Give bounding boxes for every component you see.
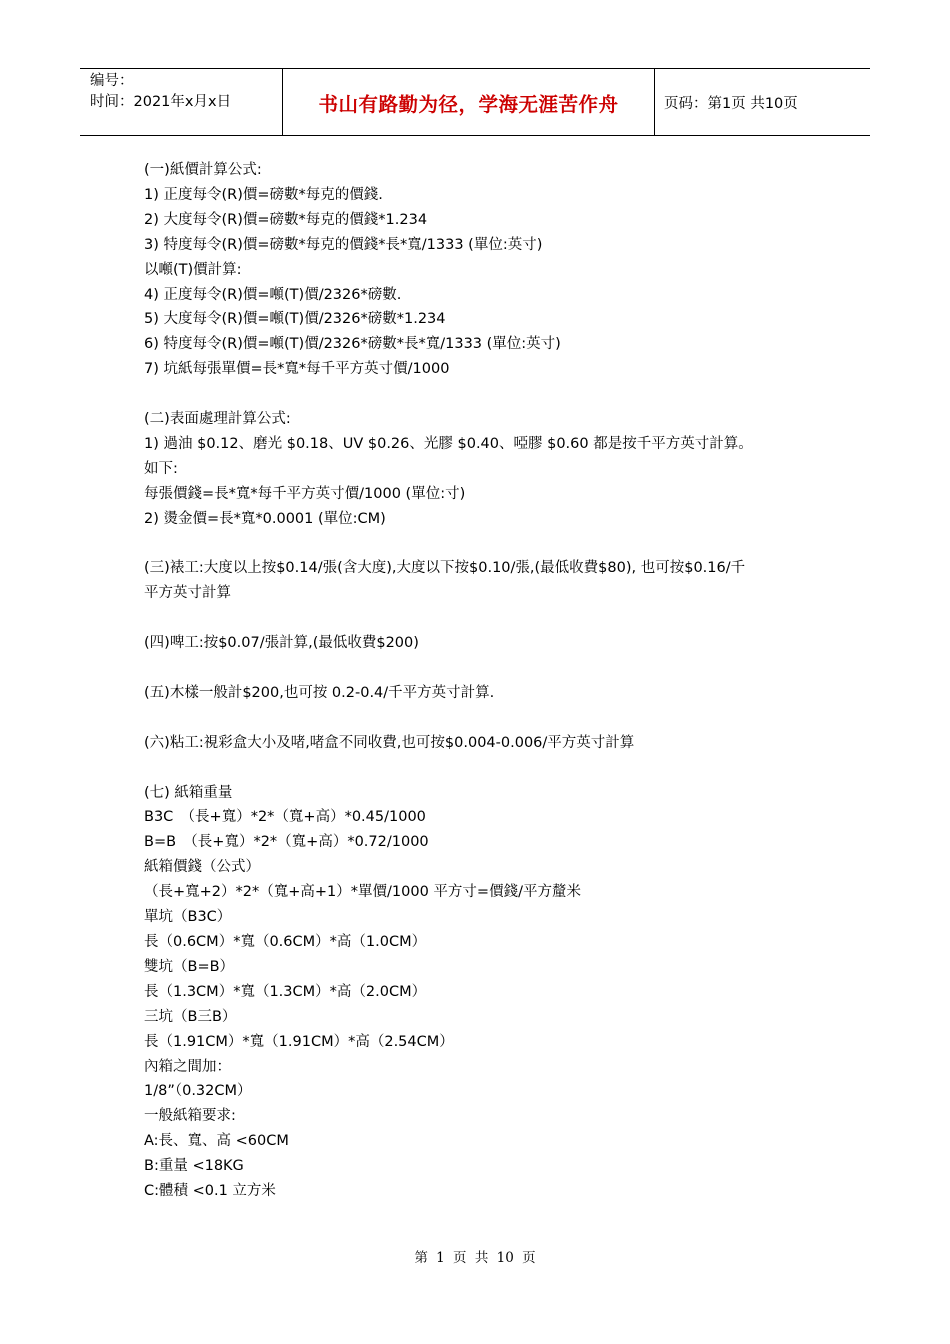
- text-line: 6) 特度每令(R)價=噸(T)價/2326*磅數*長*寬/1333 (單位:英寸): [144, 336, 561, 353]
- blank-line: [144, 706, 834, 731]
- text-line: (七) 紙箱重量: [144, 784, 233, 801]
- text-line: B3C （長+寬）*2*（寬+高）*0.45/1000: [144, 809, 426, 826]
- text-line: 1) 過油 $0.12、磨光 $0.18、UV $0.26、光膠 $0.40、啞膠 $0.60 都是按千平方英寸計算。: [144, 435, 753, 452]
- page-header: [80, 68, 870, 136]
- text-line: 內箱之間加：: [144, 1058, 231, 1075]
- text-line: （長+寬+2）*2*（寬+高+1）*單價/1000 平方寸=價錢/平方釐米: [144, 884, 581, 901]
- document-body: [144, 158, 834, 1204]
- text-line: B:重量 <18KG: [144, 1158, 244, 1175]
- text-line: B=B （長+寬）*2*（寬+高）*0.72/1000: [144, 834, 429, 851]
- text-line: 雙坑（B=B）: [144, 958, 235, 975]
- text-line: C:體積 <0.1 立方米: [144, 1183, 276, 1200]
- header-motto: 书山有路勤为径，学海无涯苦作舟: [318, 92, 619, 116]
- text-line: 4) 正度每令(R)價=噸(T)價/2326*磅數.: [144, 286, 402, 303]
- header-left-cell: [90, 71, 280, 113]
- text-line: 一般紙箱要求:: [144, 1108, 236, 1125]
- blank-line: [144, 756, 834, 781]
- blank-line: [144, 532, 834, 557]
- text-line: 長（1.3CM）*寬（1.3CM）*高（2.0CM）: [144, 983, 427, 1000]
- text-line: 長（0.6CM）*寬（0.6CM）*高（1.0CM）: [144, 934, 427, 950]
- text-line: 3) 特度每令(R)價=磅數*每克的價錢*長*寬/1333 (單位:英寸): [144, 236, 543, 253]
- text-line: 長（1.91CM）*寬（1.91CM）*高（2.54CM）: [144, 1033, 454, 1050]
- document-number-label: 编号：: [90, 73, 134, 89]
- text-line: 1) 正度每令(R)價=磅數*每克的價錢.: [144, 186, 383, 203]
- text-line: 2) 燙金價=長*寬*0.0001 (單位:CM): [144, 510, 386, 527]
- text-line: (二)表面處理計算公式:: [144, 411, 291, 428]
- text-line: 三坑（B三B）: [144, 1008, 237, 1025]
- document-date: 时间：2021年x月x日: [90, 94, 232, 110]
- text-line: 5) 大度每令(R)價=噸(T)價/2326*磅數*1.234: [144, 311, 446, 328]
- text-line: (五)木樣一般計$200,也可按 0.2-0.4/千平方英寸計算.: [144, 684, 495, 701]
- text-line: 紙箱價錢（公式）: [144, 859, 260, 876]
- text-line: 1/8”（0.32CM）: [144, 1083, 252, 1100]
- text-line: A:長、寬、高 <60CM: [144, 1133, 289, 1150]
- text-line: 如下:: [144, 460, 178, 477]
- text-line: 2) 大度每令(R)價=磅數*每克的價錢*1.234: [144, 211, 428, 228]
- blank-line: [144, 606, 834, 631]
- text-line: (一)紙價計算公式:: [144, 162, 262, 178]
- text-line: (四)啤工:按$0.07/張計算,(最低收費$200): [144, 635, 419, 652]
- header-page-info: 页码：第1页 共10页: [664, 96, 798, 112]
- text-line: 7) 坑紙每張單價=長*寬*每千平方英寸價/1000: [144, 361, 450, 378]
- text-line: (六)粘工:視彩盒大小及啫,啫盒不同收費,也可按$0.004-0.006/平方英寸計算: [144, 734, 635, 751]
- page-footer: 第 1 页 共 10 页: [414, 1250, 536, 1266]
- text-line: (三)裱工:大度以上按$0.14/張(含大度),大度以下按$0.10/張,(最低收費$80), 也可按$0.16/千: [144, 560, 746, 577]
- text-line: 單坑（B3C）: [144, 909, 232, 926]
- text-line: 以噸(T)價計算:: [144, 261, 242, 278]
- blank-line: [144, 656, 834, 681]
- text-line: 平方英寸計算: [144, 585, 231, 602]
- header-divider: [654, 69, 655, 135]
- text-line: 每張價錢=長*寬*每千平方英寸價/1000 (單位:寸): [144, 485, 466, 502]
- blank-line: [144, 382, 834, 407]
